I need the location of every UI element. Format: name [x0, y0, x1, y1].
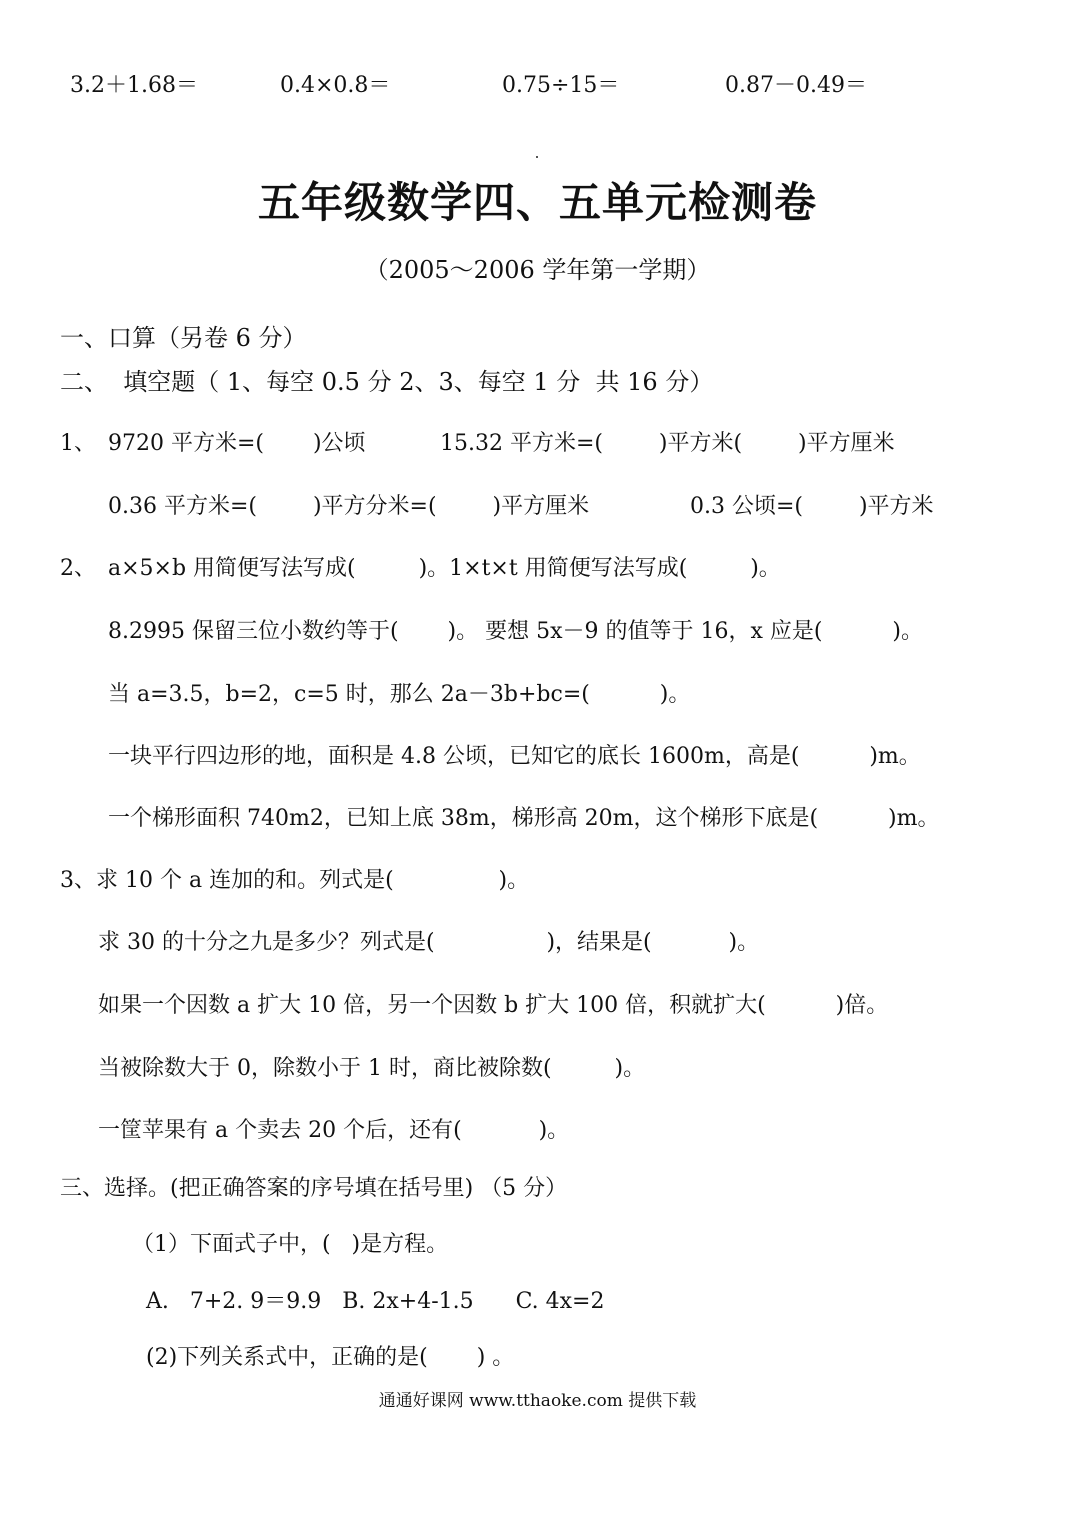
calc-item-1: 3.2＋1.68＝: [70, 73, 198, 98]
question-2c: 当 a=3.5，b=2，c=5 时，那么 2a－3b+bc=( )。: [108, 682, 691, 707]
calc-item-4: 0.87－0.49＝: [725, 73, 867, 98]
question-2a: a×5×b 用简便写法写成( )。1×t×t 用简便写法写成( )。: [108, 556, 781, 581]
question-2e: 一个梯形面积 740m2，已知上底 38m，梯形高 20m，这个梯形下底是( )m。: [108, 806, 940, 831]
question-3e: 一筐苹果有 a 个卖去 20 个后，还有( )。: [98, 1118, 570, 1143]
calc-item-2: 0.4×0.8＝: [280, 73, 391, 98]
question-2d: 一块平行四边形的地，面积是 4.8 公顷，已知它的底长 1600m，高是( )m。: [108, 744, 921, 769]
question-3a: 3、求 10 个 a 连加的和。列式是( )。: [60, 868, 530, 893]
footer-source: 通通好课网 www.tthaoke.com 提供下载: [378, 1391, 697, 1411]
choice-question-1: （1）下面式子中，( )是方程。: [132, 1232, 449, 1257]
choice-question-1-options: A. 7+2. 9＝9.9 B. 2x+4-1.5 C. 4x=2: [146, 1289, 605, 1314]
question-3c: 如果一个因数 a 扩大 10 倍，另一个因数 b 扩大 100 倍，积就扩大( )倍。: [98, 993, 889, 1018]
section-heading-fill: 二、 填空题（ 1、每空 0.5 分 2、3、每空 1 分 共 16 分）: [60, 368, 714, 396]
page-subtitle: （2005～2006 学年第一学期）: [364, 256, 711, 284]
section-heading-choice: 三、选择。(把正确答案的序号填在括号里) （5 分）: [60, 1176, 568, 1201]
question-3d: 当被除数大于 0，除数小于 1 时，商比被除数( )。: [98, 1056, 646, 1081]
section-heading-oral: 一、口算（另卷 6 分）: [60, 324, 307, 352]
stray-dot: [536, 156, 538, 158]
question-1d: 0.3 公顷=( )平方米: [690, 494, 934, 519]
choice-question-2: (2)下列关系式中，正确的是( ) 。: [146, 1345, 515, 1370]
question-3b: 求 30 的十分之九是多少？列式是( )，结果是( )。: [98, 930, 760, 955]
question-1b: 15.32 平方米=( )平方米( )平方厘米: [440, 431, 895, 456]
question-number-1: 1、: [60, 431, 96, 456]
question-1a: 9720 平方米=( )公顷: [108, 431, 366, 456]
question-2b: 8.2995 保留三位小数约等于( )。 要想 5x－9 的值等于 16，x 应是( )。: [108, 619, 923, 644]
calc-item-3: 0.75÷15＝: [502, 73, 620, 98]
question-1c: 0.36 平方米=( )平方分米=( )平方厘米: [108, 494, 590, 519]
page-title: 五年级数学四、五单元检测卷: [257, 178, 817, 227]
question-number-2: 2、: [60, 556, 96, 581]
